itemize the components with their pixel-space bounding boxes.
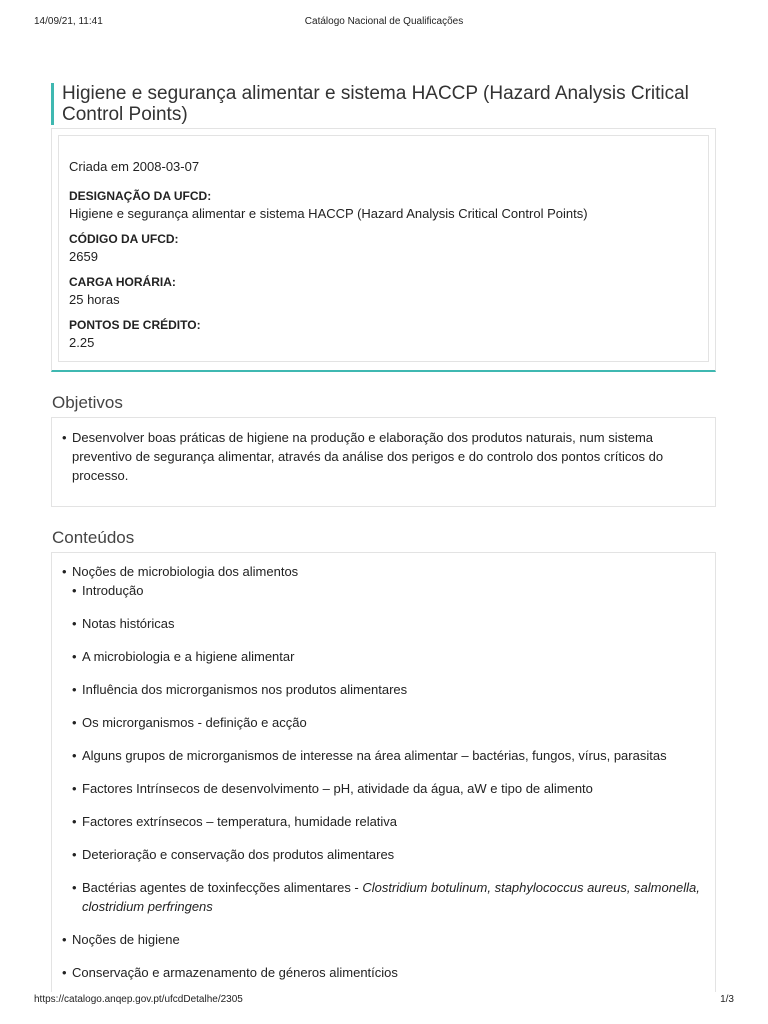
field-value: Higiene e segurança alimentar e sistema HACCP (Hazard Analysis Critical Control Points) bbox=[69, 206, 588, 221]
field-codigo bbox=[69, 231, 698, 265]
sub-list-item: • Factores Intrínsecos de desenvolvimento – pH, atividade da água, aW e tipo de alimento bbox=[72, 779, 707, 798]
sub-list-item bbox=[72, 878, 707, 916]
objetivos-box bbox=[51, 417, 716, 507]
print-url: https://catalogo.anqep.gov.pt/ufcdDetalhe/2305 bbox=[34, 994, 243, 1005]
field-pontos-credito bbox=[69, 317, 698, 351]
field-value: 2659 bbox=[69, 249, 98, 264]
sub-list-item: • Deterioração e conservação dos produtos alimentares bbox=[72, 845, 707, 864]
sub-list-item: • Os microrganismos - definição e acção bbox=[72, 713, 707, 732]
conteudos-box bbox=[51, 552, 716, 992]
list-item: • Conservação e armazenamento de géneros alimentícios bbox=[62, 963, 707, 982]
sub-list-item: • Influência dos microrganismos nos produtos alimentares bbox=[72, 680, 707, 699]
field-carga-horaria bbox=[69, 274, 698, 308]
field-label: CARGA HORÁRIA: bbox=[69, 275, 176, 289]
list-item bbox=[62, 562, 707, 916]
page-title: Higiene e segurança alimentar e sistema HACCP (Hazard Analysis Critical Control Points) bbox=[51, 83, 742, 125]
field-value: 25 horas bbox=[69, 292, 120, 307]
sub-list-item: • Notas históricas bbox=[72, 614, 707, 633]
field-designacao bbox=[69, 188, 698, 222]
conteudos-list bbox=[62, 562, 707, 996]
field-label: DESIGNAÇÃO DA UFCD: bbox=[69, 189, 212, 203]
sub-list-item: • Factores extrínsecos – temperatura, humidade relativa bbox=[72, 812, 707, 831]
page-number: 1/3 bbox=[720, 994, 734, 1005]
list-item-text: • Noções de microbiologia dos alimentos bbox=[62, 562, 707, 581]
sub-list-item: • Alguns grupos de microrganismos de interesse na área alimentar – bactérias, fungos, vírus, parasitas bbox=[72, 746, 707, 765]
sub-list-item-italic: Clostridium botulinum, staphylococcus aureus, salmonella, clostridium perfringens bbox=[82, 880, 700, 914]
sub-list-item-text: Bactérias agentes de toxinfecções alimentares - bbox=[82, 880, 363, 895]
print-footer bbox=[34, 994, 734, 1008]
list-item: • Desenvolver boas práticas de higiene na produção e elaboração dos produtos naturais, num sistema preventivo de segurança alimentar, através da análise dos perigos e do controlo dos pontos críticos do processo. bbox=[62, 428, 697, 485]
ufcd-info-card bbox=[51, 128, 716, 372]
print-datetime: 14/09/21, 11:41 bbox=[34, 16, 103, 27]
created-date: Criada em 2008-03-07 bbox=[69, 159, 200, 174]
field-label: PONTOS DE CRÉDITO: bbox=[69, 318, 201, 332]
print-header bbox=[34, 16, 734, 30]
field-label: CÓDIGO DA UFCD: bbox=[69, 232, 179, 246]
sub-list-item: • Introdução bbox=[72, 581, 707, 600]
sub-list bbox=[62, 581, 707, 916]
field-value: 2.25 bbox=[69, 335, 95, 350]
list-item: • Noções de higiene bbox=[62, 930, 707, 949]
print-site-title: Catálogo Nacional de Qualificações bbox=[304, 16, 464, 27]
objetivos-heading: Objetivos bbox=[52, 393, 123, 412]
sub-list-item: • A microbiologia e a higiene alimentar bbox=[72, 647, 707, 666]
ufcd-info-inner bbox=[58, 135, 709, 362]
conteudos-heading: Conteúdos bbox=[52, 528, 135, 547]
objetivos-list bbox=[62, 428, 697, 485]
